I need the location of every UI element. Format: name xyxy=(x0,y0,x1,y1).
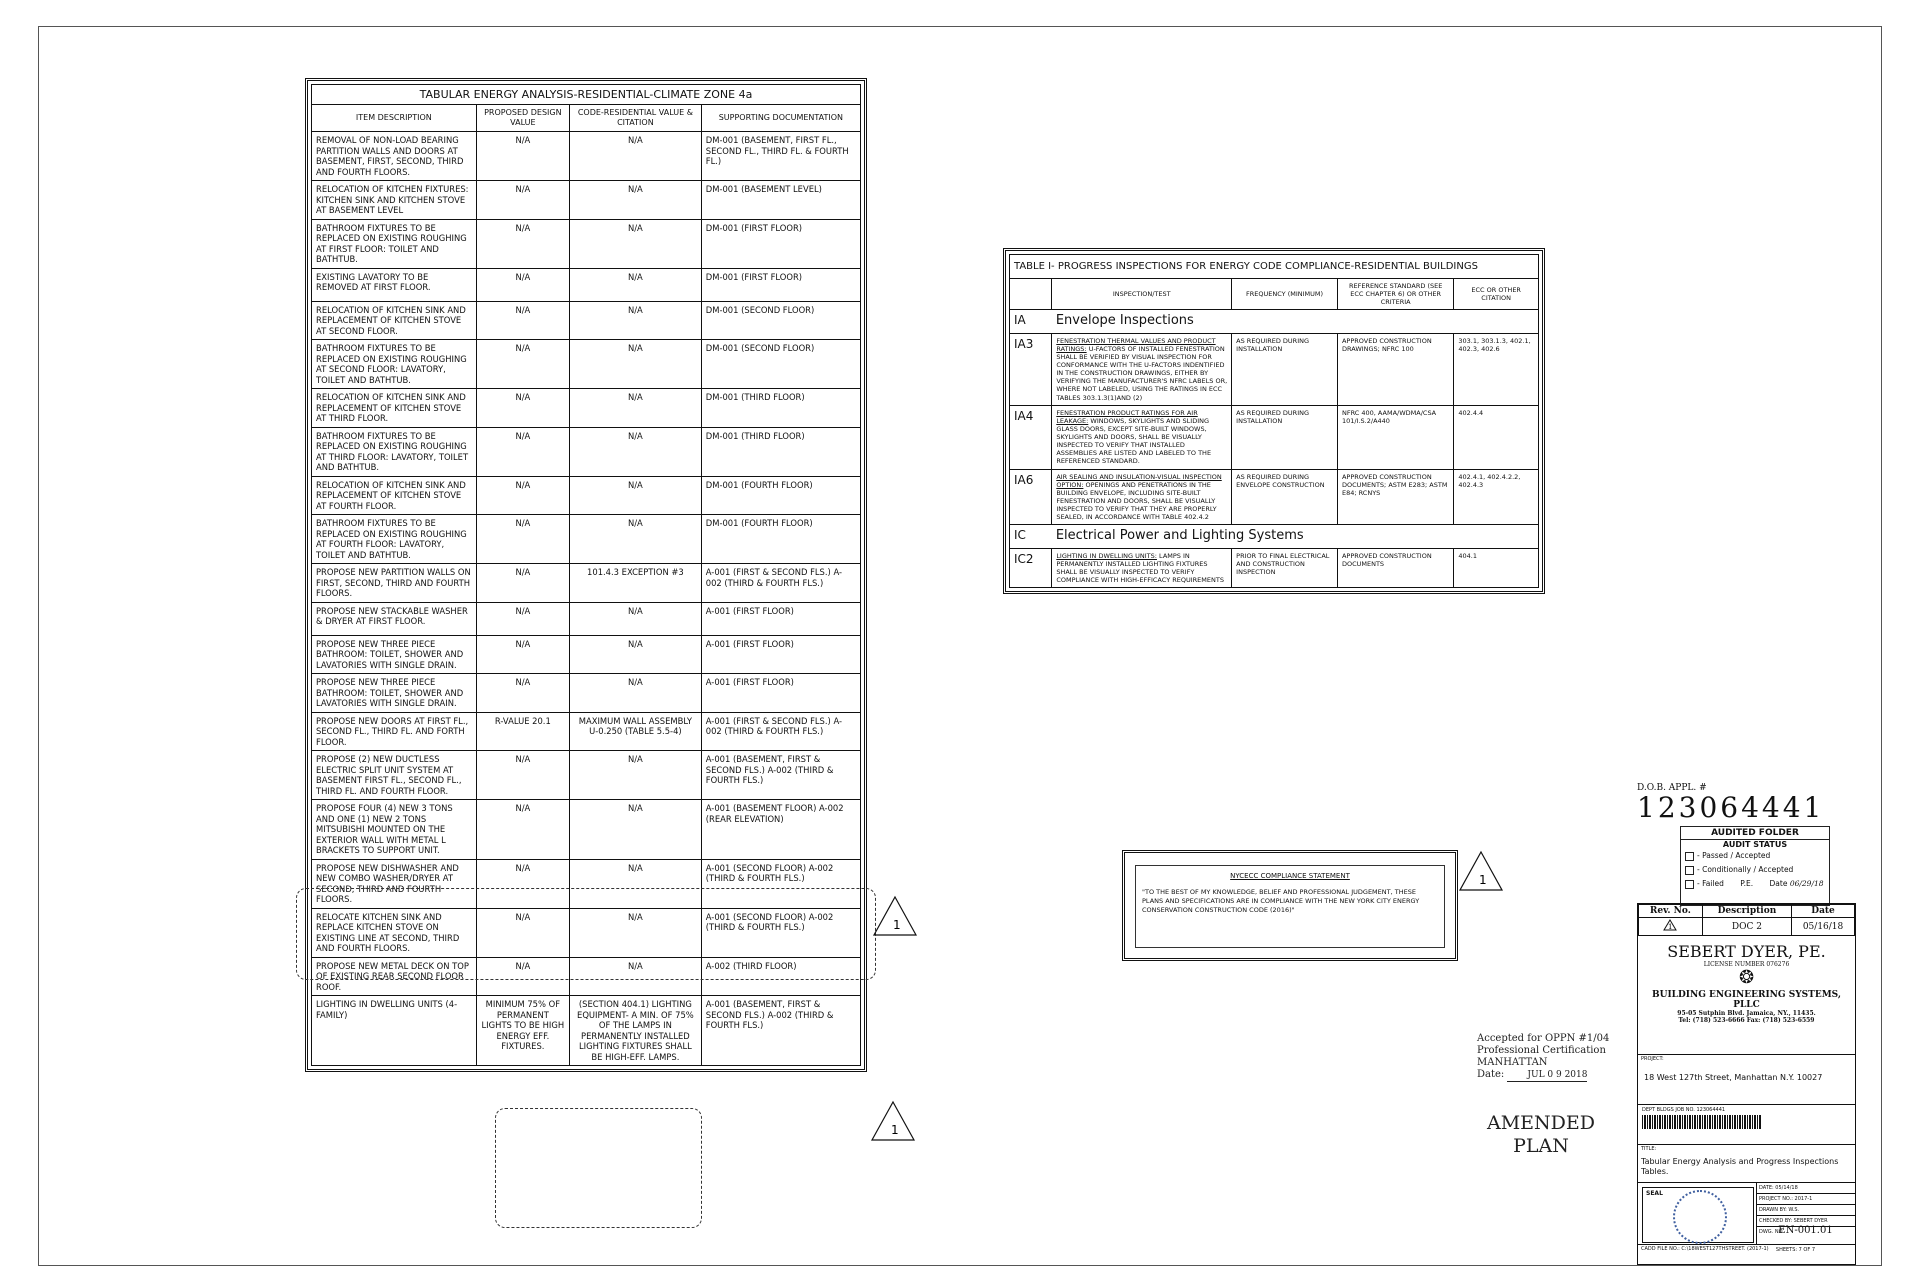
checkbox-icon xyxy=(1685,880,1694,889)
audit-title: AUDITED FOLDER xyxy=(1681,827,1829,840)
revision-table xyxy=(1638,904,1855,936)
proposed-design-value: N/A xyxy=(476,476,569,515)
inspection-description xyxy=(1052,333,1232,405)
code-value: N/A xyxy=(570,859,702,908)
table-row xyxy=(312,674,861,713)
project-address: 18 West 127th Street, Manhattan N.Y. 10027 xyxy=(1644,1073,1823,1082)
progress-inspections-frame xyxy=(1003,248,1545,594)
item-description: BATHROOM FIXTURES TO BE REPLACED ON EXISTING ROUGHING AT THIRD FLOOR: LAVATORY, TOILET AND BATHTUB. xyxy=(312,427,477,476)
checkbox-icon xyxy=(1685,866,1694,875)
code-value: N/A xyxy=(570,957,702,996)
proposed-design-value: N/A xyxy=(476,800,569,860)
supporting-documentation: A-002 (THIRD FLOOR) xyxy=(701,957,860,996)
rev-description: DOC 2 xyxy=(1702,918,1791,936)
item-description: PROPOSE NEW DOORS AT FIRST FL., SECOND FL., THIRD FL. AND FORTH FLOOR. xyxy=(312,712,477,751)
inspection-lead: AIR SEALING AND INSULATION-VISUAL INSPECTION OPTION: xyxy=(1056,472,1222,489)
item-description: RELOCATION OF KITCHEN SINK AND REPLACEMENT OF KITCHEN STOVE AT FOURTH FLOOR. xyxy=(312,476,477,515)
audit-option-label: - Failed xyxy=(1697,879,1724,888)
item-description: RELOCATION OF KITCHEN FIXTURES: KITCHEN SINK AND KITCHEN STOVE AT BASEMENT LEVEL xyxy=(312,181,477,220)
supporting-documentation: DM-001 (THIRD FLOOR) xyxy=(701,427,860,476)
revision-cloud xyxy=(495,1108,702,1228)
inspection-text: WINDOWS, SKYLIGHTS AND SLIDING GLASS DOORS, EXCEPT SITE-BUILT WINDOWS, SKYLIGHTS AND DOORS, SHALL BE VISUALLY INSPECTED TO VERIFY THAT INSTALLED ASSEMBLIES ARE LISTED AND LABELED TO THE REFERENCED STANDARD. xyxy=(1056,416,1212,466)
section-row xyxy=(1010,525,1539,548)
ecc-citation: 404.1 xyxy=(1454,548,1539,588)
title-block xyxy=(1637,903,1856,1265)
proposed-design-value: R-VALUE 20.1 xyxy=(476,712,569,751)
barcode-section xyxy=(1638,1104,1855,1145)
meta-date xyxy=(1757,1183,1855,1194)
dob-number: 123064441 xyxy=(1637,791,1825,824)
audit-subtitle: AUDIT STATUS xyxy=(1722,840,1788,849)
supporting-documentation: A-001 (FIRST & SECOND FLS.) A-002 (THIRD & FOURTH FLS.) xyxy=(701,564,860,603)
supporting-documentation: DM-001 (FIRST FLOOR) xyxy=(701,268,860,301)
proposed-design-value: MINIMUM 75% OF PERMANENT LIGHTS TO BE HIGH ENERGY EFF. FIXTURES. xyxy=(476,996,569,1066)
project-section xyxy=(1638,1054,1855,1103)
proposed-design-value: N/A xyxy=(476,564,569,603)
table-row xyxy=(1010,333,1539,405)
supporting-documentation: A-001 (SECOND FLOOR) A-002 (THIRD & FOURTH FLS.) xyxy=(701,859,860,908)
code-value: N/A xyxy=(570,602,702,635)
proposed-design-value: N/A xyxy=(476,908,569,957)
progress-header-row xyxy=(1010,279,1539,310)
revision-header-row xyxy=(1639,905,1855,918)
revision-marker-text: 1 xyxy=(1479,873,1487,887)
table-row xyxy=(312,996,861,1066)
item-description: PROPOSE NEW PARTITION WALLS ON FIRST, SECOND, THIRD AND FOURTH FLOORS. xyxy=(312,564,477,603)
ecc-citation: 303.1, 303.1.3, 402.1, 402.3, 402.6 xyxy=(1454,333,1539,405)
firm-name: BUILDING ENGINEERING SYSTEMS, PLLC xyxy=(1652,990,1841,1010)
code-value: N/A xyxy=(570,908,702,957)
header-ecc-citation: ECC OR OTHER CITATION xyxy=(1454,279,1539,310)
accepted-stamp xyxy=(1477,1033,1609,1082)
table-row xyxy=(312,602,861,635)
audit-option-label: - Passed / Accepted xyxy=(1697,851,1771,860)
table-row xyxy=(312,389,861,428)
sheet-title-text: Tabular Energy Analysis and Progress Inspections Tables. xyxy=(1641,1157,1839,1176)
engineer-block xyxy=(1638,942,1855,988)
table-row xyxy=(312,515,861,564)
accepted-date-row xyxy=(1477,1069,1609,1082)
table-row xyxy=(312,301,861,340)
firm-block xyxy=(1638,990,1855,1024)
inspection-lead: LIGHTING IN DWELLING UNITS: xyxy=(1056,551,1157,560)
code-value: N/A xyxy=(570,268,702,301)
code-value: N/A xyxy=(570,301,702,340)
firm-address: 95-05 Sutphin Blvd. Jamaica, NY., 11435. xyxy=(1677,1010,1816,1017)
table-row xyxy=(1010,405,1539,469)
rev-no xyxy=(1639,918,1703,936)
header-reference-standard: REFERENCE STANDARD (SEE ECC CHAPTER 6) OR OTHER CRITERIA xyxy=(1337,279,1453,310)
rev-date: 05/16/18 xyxy=(1792,918,1855,936)
code-value: N/A xyxy=(570,427,702,476)
reference-standard: NFRC 400, AAMA/WDMA/CSA 101/I.S.2/A440 xyxy=(1337,405,1453,469)
supporting-documentation: DM-001 (BASEMENT LEVEL) xyxy=(701,181,860,220)
table-row xyxy=(312,181,861,220)
table-row xyxy=(312,340,861,389)
code-value: N/A xyxy=(570,219,702,268)
ecc-citation: 402.4.4 xyxy=(1454,405,1539,469)
accepted-date-value: JUL 0 9 2018 xyxy=(1507,1070,1587,1082)
code-value: 101.4.3 EXCEPTION #3 xyxy=(570,564,702,603)
code-value: N/A xyxy=(570,132,702,181)
revision-triangle-icon xyxy=(870,1100,916,1142)
proposed-design-value: N/A xyxy=(476,635,569,674)
amended-line-2: PLAN xyxy=(1513,1134,1569,1157)
audit-pe-label: P.E. xyxy=(1740,879,1754,888)
item-description: BATHROOM FIXTURES TO BE REPLACED ON EXISTING ROUGHING AT SECOND FLOOR: LAVATORY, TOILET AND BATHTUB. xyxy=(312,340,477,389)
revision-triangle-icon xyxy=(872,895,918,937)
code-value: N/A xyxy=(570,181,702,220)
section-id: IA xyxy=(1010,310,1052,333)
seal-box xyxy=(1642,1187,1754,1243)
frequency: AS REQUIRED DURING INSTALLATION xyxy=(1232,333,1338,405)
code-value: N/A xyxy=(570,476,702,515)
table-row xyxy=(312,564,861,603)
audit-date-value: 06/29/18 xyxy=(1789,879,1824,888)
drawing-number: EN-001.01 xyxy=(1778,1225,1833,1236)
section-id: IC xyxy=(1010,525,1052,548)
table-row xyxy=(312,219,861,268)
header-proposed-design-value: PROPOSED DESIGN VALUE xyxy=(476,105,569,132)
item-description: PROPOSE FOUR (4) NEW 3 TONS AND ONE (1) NEW 2 TONS MITSUBISHI MOUNTED ON THE EXTERIOR WALL WITH METAL L BRACKETS TO SUPPORT UNIT. xyxy=(312,800,477,860)
section-row xyxy=(1010,310,1539,333)
header-frequency: FREQUENCY (MINIMUM) xyxy=(1232,279,1338,310)
reference-standard: APPROVED CONSTRUCTION DRAWINGS; NFRC 100 xyxy=(1337,333,1453,405)
reference-standard: APPROVED CONSTRUCTION DOCUMENTS xyxy=(1337,548,1453,588)
engineer-license: LICENSE NUMBER 076276 xyxy=(1703,961,1790,968)
accepted-line-3: MANHATTAN xyxy=(1477,1057,1548,1068)
meta-value: SEBERT DYER xyxy=(1793,1218,1828,1224)
item-description: RELOCATION OF KITCHEN SINK AND REPLACEMENT OF KITCHEN STOVE AT THIRD FLOOR. xyxy=(312,389,477,428)
table-row xyxy=(1010,548,1539,588)
meta-label: PROJECT NO.: xyxy=(1759,1196,1793,1202)
rev-description-header: Description xyxy=(1702,905,1791,918)
inspection-text: LAMPS IN PERMANENTLY INSTALLED LIGHTING FIXTURES SHALL BE VISUALLY INSPECTED TO VERIFY COMPLIANCE WITH HIGH-EFFICACY REQUIREMENTS xyxy=(1056,551,1224,584)
frequency: AS REQUIRED DURING ENVELOPE CONSTRUCTION xyxy=(1232,469,1338,525)
proposed-design-value: N/A xyxy=(476,132,569,181)
compliance-text: "TO THE BEST OF MY KNOWLEDGE, BELIEF AND PROFESSIONAL JUDGEMENT, THESE PLANS AND SPECIFICATIONS ARE IN COMPLIANCE WITH THE NEW YORK CITY ENERGY CONSERVATION CONSTRUCTION CODE (2016)" xyxy=(1142,888,1420,914)
seal-section xyxy=(1638,1182,1855,1245)
table-row xyxy=(312,132,861,181)
pe-seal-icon xyxy=(1673,1190,1727,1244)
inspection-id: IA3 xyxy=(1010,333,1052,405)
proposed-design-value: N/A xyxy=(476,181,569,220)
audit-option-passed xyxy=(1681,849,1829,863)
code-value: N/A xyxy=(570,635,702,674)
proposed-design-value: N/A xyxy=(476,340,569,389)
header-code-value: CODE-RESIDENTIAL VALUE & CITATION xyxy=(570,105,702,132)
rev-no-header: Rev. No. xyxy=(1639,905,1703,918)
proposed-design-value: N/A xyxy=(476,859,569,908)
supporting-documentation: DM-001 (THIRD FLOOR) xyxy=(701,389,860,428)
checkbox-icon xyxy=(1685,852,1694,861)
inspection-text: U-FACTORS OF INSTALLED FENESTRATION SHALL BE VERIFIED BY VISUAL INSPECTION FOR CONFORMANCE WITH THE U-FACTORS INDENTIFIED IN THE CONSTRUCTION DRAWINGS, EITHER BY VERIFYING THE MANUFACTURER'S NFRC LABELS OR, WHERE NOT LABELED, USING THE RATINGS IN ECC TABLES 303.1.3(1)AND (2) xyxy=(1056,344,1228,402)
item-description: BATHROOM FIXTURES TO BE REPLACED ON EXISTING ROUGHING AT FIRST FLOOR: TOILET AND BATHTUB. xyxy=(312,219,477,268)
title-block-footer xyxy=(1638,1244,1855,1267)
table-row xyxy=(312,427,861,476)
item-description: RELOCATION OF KITCHEN SINK AND REPLACEMENT OF KITCHEN STOVE AT SECOND FLOOR. xyxy=(312,301,477,340)
inspection-text: OPENINGS AND PENETRATIONS IN THE BUILDING ENVELOPE, INCLUDING SITE-BUILT FENESTRATION AND DOORS, SHALL BE VISUALLY INSPECTED TO VERIFY THAT THEY ARE PROPERLY SEALED, IN ACCORDANCE WITH TABLE 402.4.2 xyxy=(1056,480,1217,522)
progress-inspections-title: TABLE I- PROGRESS INSPECTIONS FOR ENERGY CODE COMPLIANCE-RESIDENTIAL BUILDINGS xyxy=(1009,254,1539,278)
item-description: PROPOSE NEW STACKABLE WASHER & DRYER AT FIRST FLOOR. xyxy=(312,602,477,635)
inspection-lead: FENESTRATION PRODUCT RATINGS FOR AIR LEAKAGE: xyxy=(1056,408,1198,425)
dob-application xyxy=(1637,783,1824,824)
item-description: LIGHTING IN DWELLING UNITS (4-FAMILY) xyxy=(312,996,477,1066)
header-blank xyxy=(1010,279,1052,310)
supporting-documentation: DM-001 (FOURTH FLOOR) xyxy=(701,476,860,515)
code-value: N/A xyxy=(570,340,702,389)
header-item-description: ITEM DESCRIPTION xyxy=(312,105,477,132)
proposed-design-value: N/A xyxy=(476,674,569,713)
item-description: BATHROOM FIXTURES TO BE REPLACED ON EXISTING ROUGHING AT FOURTH FLOOR: LAVATORY, TOILET AND BATHTUB. xyxy=(312,515,477,564)
firm-phone: Tel: (718) 523-6666 Fax: (718) 523-6559 xyxy=(1678,1017,1815,1024)
item-description: RELOCATE KITCHEN SINK AND REPLACE KITCHEN STOVE ON EXISTING LINE AT SECOND, THIRD AND FOURTH FLOORS. xyxy=(312,908,477,957)
audit-stamp xyxy=(1680,826,1830,906)
supporting-documentation: DM-001 (SECOND FLOOR) xyxy=(701,301,860,340)
inspection-lead: FENESTRATION THERMAL VALUES AND PRODUCT RATINGS: xyxy=(1056,336,1216,353)
table-row xyxy=(312,800,861,860)
dob-label: D.O.B. APPL. # xyxy=(1637,783,1707,793)
code-value: N/A xyxy=(570,674,702,713)
meta-label: DRAWN BY: xyxy=(1759,1207,1787,1213)
meta-value: 2017-1 xyxy=(1794,1196,1813,1202)
frequency: PRIOR TO FINAL ELECTRICAL AND CONSTRUCTION INSPECTION xyxy=(1232,548,1338,588)
amended-plan-stamp xyxy=(1476,1112,1606,1158)
reference-standard: APPROVED CONSTRUCTION DOCUMENTS; ASTM E283; ASTM E84; RCNYS xyxy=(1337,469,1453,525)
header-inspection-test: INSPECTION/TEST xyxy=(1052,279,1232,310)
ecc-citation: 402.4.1, 402.4.2.2, 402.4.3 xyxy=(1454,469,1539,525)
seal-label: SEAL xyxy=(1646,1190,1663,1197)
energy-header-row xyxy=(312,105,861,132)
item-description: EXISTING LAVATORY TO BE REMOVED AT FIRST FLOOR. xyxy=(312,268,477,301)
revision-row xyxy=(1639,918,1855,936)
code-value: (SECTION 404.1) LIGHTING EQUIPMENT- A MIN. OF 75% OF THE LAMPS IN PERMANENTLY INSTALLED LIGHTING FIXTURES SHALL BE HIGH-EFF. LAMPS. xyxy=(570,996,702,1066)
inspection-description xyxy=(1052,469,1232,525)
accepted-date-label: Date: xyxy=(1477,1069,1505,1080)
accepted-line-1: Accepted for OPPN #1/04 xyxy=(1477,1033,1610,1044)
item-description: PROPOSE NEW METAL DECK ON TOP OF EXISTING REAR SECOND FLOOR ROOF. xyxy=(312,957,477,996)
item-description: PROPOSE NEW THREE PIECE BATHROOM: TOILET, SHOWER AND LAVATORIES WITH SINGLE DRAIN. xyxy=(312,674,477,713)
meta-label: DWG. NO. xyxy=(1759,1229,1784,1235)
audit-option-label: - Conditionally / Accepted xyxy=(1697,865,1794,874)
proposed-design-value: N/A xyxy=(476,389,569,428)
supporting-documentation: A-001 (BASEMENT FLOOR) A-002 (REAR ELEVATION) xyxy=(701,800,860,860)
item-description: REMOVAL OF NON-LOAD BEARING PARTITION WALLS AND DOORS AT BASEMENT, FIRST, SECOND, THIRD AND FOURTH FLOORS. xyxy=(312,132,477,181)
meta-label: DATE: xyxy=(1759,1185,1774,1191)
item-description: PROPOSE (2) NEW DUCTLESS ELECTRIC SPLIT UNIT SYSTEM AT BASEMENT FIRST FL., SECOND FL., THIRD FL. AND FOURTH FLOOR. xyxy=(312,751,477,800)
supporting-documentation: A-001 (BASEMENT, FIRST & SECOND FLS.) A-002 (THIRD & FOURTH FLS.) xyxy=(701,996,860,1066)
table-row xyxy=(312,476,861,515)
inspection-id: IA4 xyxy=(1010,405,1052,469)
code-value: N/A xyxy=(570,800,702,860)
supporting-documentation: DM-001 (FOURTH FLOOR) xyxy=(701,515,860,564)
supporting-documentation: DM-001 (SECOND FLOOR) xyxy=(701,340,860,389)
compliance-title: NYCECC COMPLIANCE STATEMENT xyxy=(1230,872,1350,880)
supporting-documentation: A-001 (FIRST & SECOND FLS.) A-002 (THIRD & FOURTH FLS.) xyxy=(701,712,860,751)
section-label: Electrical Power and Lighting Systems xyxy=(1052,525,1539,548)
proposed-design-value: N/A xyxy=(476,751,569,800)
proposed-design-value: N/A xyxy=(476,268,569,301)
proposed-design-value: N/A xyxy=(476,602,569,635)
supporting-documentation: A-001 (SECOND FLOOR) A-002 (THIRD & FOURTH FLS.) xyxy=(701,908,860,957)
compliance-inner xyxy=(1135,865,1445,948)
audit-option-conditional xyxy=(1681,863,1829,877)
barcode-icon xyxy=(1642,1115,1762,1129)
inspection-id: IA6 xyxy=(1010,469,1052,525)
revision-cloud xyxy=(296,888,876,980)
table-row xyxy=(312,635,861,674)
accepted-line-2: Professional Certification xyxy=(1477,1045,1606,1056)
section-label: Envelope Inspections xyxy=(1052,310,1539,333)
firm-logo-icon: ❂ xyxy=(1738,967,1755,988)
audit-option-failed xyxy=(1681,877,1829,891)
sheet-title-section xyxy=(1638,1144,1855,1183)
barcode-text: DEPT BLDGS JOB NO. 123064441 xyxy=(1642,1107,1726,1113)
supporting-documentation: A-001 (FIRST FLOOR) xyxy=(701,602,860,635)
code-value: N/A xyxy=(570,389,702,428)
supporting-documentation: A-001 (FIRST FLOOR) xyxy=(701,674,860,713)
inspection-description xyxy=(1052,405,1232,469)
proposed-design-value: N/A xyxy=(476,219,569,268)
supporting-documentation: A-001 (BASEMENT, FIRST & SECOND FLS.) A-002 (THIRD & FOURTH FLS.) xyxy=(701,751,860,800)
code-value: N/A xyxy=(570,751,702,800)
progress-inspections-table xyxy=(1009,278,1539,588)
code-value: MAXIMUM WALL ASSEMBLY U-0.250 (TABLE 5.5-4) xyxy=(570,712,702,751)
meta-value: W.S. xyxy=(1788,1207,1800,1213)
revision-triangle-icon xyxy=(1458,850,1504,892)
meta-value: 05/14/18 xyxy=(1775,1185,1798,1191)
revision-triangle-icon xyxy=(1663,919,1677,931)
proposed-design-value: N/A xyxy=(476,515,569,564)
amended-line-1: AMENDED xyxy=(1486,1112,1595,1134)
item-description: PROPOSE NEW DISHWASHER AND NEW COMBO WASHER/DRYER AT SECOND, THIRD AND FOURTH FLOORS. xyxy=(312,859,477,908)
sheet-number: SHEETS: 7 OF 7 xyxy=(1775,1247,1815,1253)
rev-no-text: 1 xyxy=(1668,923,1673,931)
item-description: PROPOSE NEW THREE PIECE BATHROOM: TOILET, SHOWER AND LAVATORIES WITH SINGLE DRAIN. xyxy=(312,635,477,674)
meta-project-no xyxy=(1757,1194,1855,1205)
code-value: N/A xyxy=(570,515,702,564)
table-row xyxy=(312,751,861,800)
progress-table-body xyxy=(1010,310,1539,588)
supporting-documentation: A-001 (FIRST FLOOR) xyxy=(701,635,860,674)
cadd-file: CADD FILE NO.: C:\18WEST127THSTREET. (2017-1) xyxy=(1641,1246,1769,1252)
proposed-design-value: N/A xyxy=(476,427,569,476)
supporting-documentation: DM-001 (BASEMENT, FIRST FL., SECOND FL., THIRD FL. & FOURTH FL.) xyxy=(701,132,860,181)
frequency: AS REQUIRED DURING INSTALLATION xyxy=(1232,405,1338,469)
table-row xyxy=(1010,469,1539,525)
proposed-design-value: N/A xyxy=(476,957,569,996)
project-label: PROJECT: xyxy=(1641,1056,1664,1062)
supporting-documentation: DM-001 (FIRST FLOOR) xyxy=(701,219,860,268)
energy-analysis-title: TABULAR ENERGY ANALYSIS-RESIDENTIAL-CLIMATE ZONE 4a xyxy=(311,84,861,104)
meta-label: CHECKED BY: xyxy=(1759,1218,1793,1224)
sheet-title-label: TITLE: xyxy=(1641,1146,1657,1152)
inspection-id: IC2 xyxy=(1010,548,1052,588)
header-supporting-docs: SUPPORTING DOCUMENTATION xyxy=(701,105,860,132)
compliance-statement-box xyxy=(1122,850,1458,961)
rev-date-header: Date xyxy=(1792,905,1855,918)
inspection-description xyxy=(1052,548,1232,588)
meta-drawn-by xyxy=(1757,1205,1855,1216)
audit-date-label: Date xyxy=(1769,879,1788,888)
table-row xyxy=(312,268,861,301)
proposed-design-value: N/A xyxy=(476,301,569,340)
table-row xyxy=(312,712,861,751)
revision-marker-text: 1 xyxy=(891,1123,899,1137)
engineer-name: SEBERT DYER, PE. xyxy=(1667,942,1826,961)
revision-marker-text: 1 xyxy=(893,918,901,932)
